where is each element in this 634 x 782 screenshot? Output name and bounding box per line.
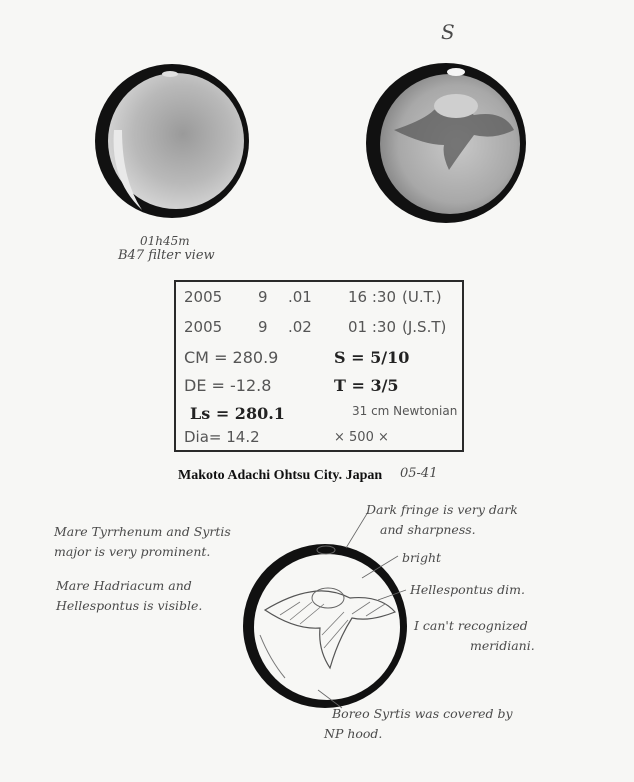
- note-boreo-syrtis-line2: NP hood.: [324, 726, 383, 741]
- jst-month: 9: [258, 318, 268, 336]
- transparency-value: T = 3/5: [334, 376, 399, 395]
- jst-time: 01 :30: [348, 318, 396, 336]
- note-hadriacum-line2: Hellespontus is visible.: [56, 598, 203, 613]
- ut-time: 16 :30: [348, 288, 396, 306]
- note-dark-fringe-line2: and sharpness.: [380, 522, 476, 537]
- note-tyrrhenum-line1: Mare Tyrrhenum and Syrtis: [54, 524, 231, 539]
- jst-day: .02: [288, 318, 312, 336]
- note-hellespontus-dim: Hellespontus dim.: [410, 582, 525, 597]
- time-label: 01h45m: [140, 234, 190, 248]
- diameter-value: Dia= 14.2: [184, 428, 260, 446]
- south-marker: S: [441, 20, 455, 44]
- magnification-value: × 500 ×: [334, 430, 389, 445]
- seeing-value: S = 5/10: [334, 348, 410, 367]
- ut-zone: (U.T.): [402, 288, 442, 306]
- de-value: DE = -12.8: [184, 376, 272, 395]
- note-boreo-syrtis-line1: Boreo Syrtis was covered by: [332, 706, 513, 721]
- filter-label: B47 filter view: [118, 248, 215, 263]
- ut-year: 2005: [184, 288, 223, 306]
- note-tyrrhenum-line2: major is very prominent.: [54, 544, 211, 559]
- note-hadriacum-line1: Mare Hadriacum and: [56, 578, 192, 593]
- note-meridiani-line1: I can't recognized: [414, 618, 528, 633]
- telescope-value: 31 cm Newtonian: [352, 404, 458, 418]
- observer-name: Makoto Adachi Ohtsu City. Japan: [178, 468, 383, 483]
- jst-zone: (J.S.T): [402, 318, 447, 336]
- note-meridiani-line2: meridiani.: [470, 638, 535, 653]
- ut-day: .01: [288, 288, 312, 306]
- jst-year: 2005: [184, 318, 223, 336]
- note-dark-fringe-line1: Dark fringe is very dark: [366, 502, 518, 517]
- ut-month: 9: [258, 288, 268, 306]
- observation-code: 05-41: [400, 466, 438, 481]
- note-bright: bright: [402, 550, 442, 565]
- cm-value: CM = 280.9: [184, 348, 279, 367]
- ls-value: Ls = 280.1: [190, 404, 285, 423]
